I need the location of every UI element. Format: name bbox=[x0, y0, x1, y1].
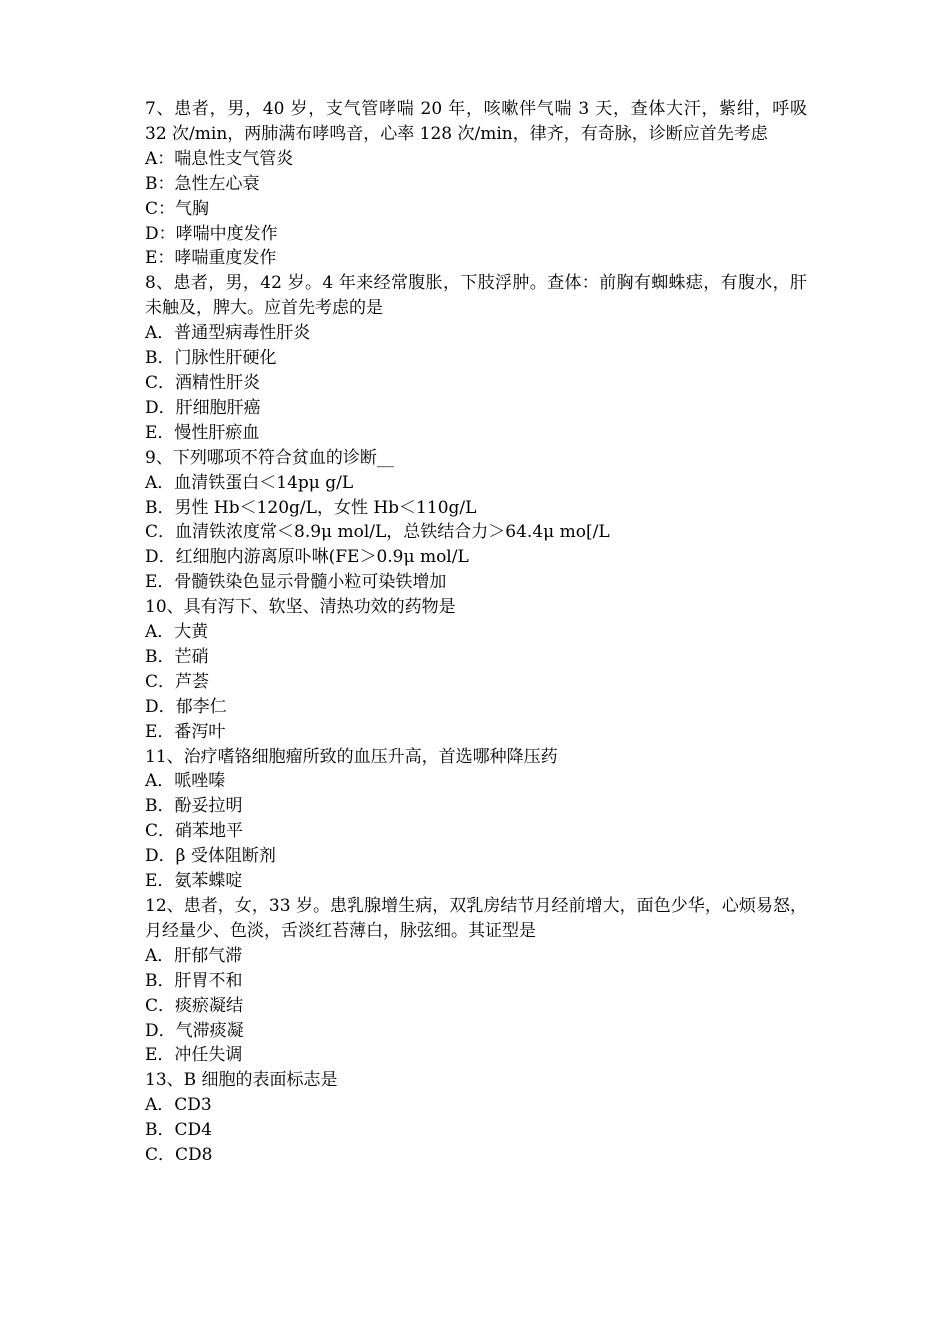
option-e: E．慢性肝瘀血 bbox=[145, 422, 260, 443]
option-c: C．芦荟 bbox=[145, 671, 210, 692]
option-e: E：哮喘重度发作 bbox=[145, 248, 277, 269]
option-d: D．郁李仁 bbox=[145, 696, 227, 717]
question-12 bbox=[145, 894, 807, 1068]
option-b: B：急性左心衰 bbox=[145, 173, 260, 194]
option-c: C．血清铁浓度常＜8.9μ mol/L，总铁结合力＞64.4μ mo[/L bbox=[145, 522, 610, 543]
question-10 bbox=[145, 595, 807, 744]
question-11 bbox=[145, 745, 807, 894]
question-8 bbox=[145, 271, 807, 445]
question-stem: 12、患者，女，33 岁。患乳腺增生病，双乳房结节月经前增大，面色少华，心烦易怒，月经量少、色淡，舌淡红苔薄白，脉弦细。其证型是 bbox=[145, 896, 807, 941]
question-7 bbox=[145, 97, 807, 271]
option-a: A．哌唑嗪 bbox=[145, 771, 226, 792]
option-a: A：喘息性支气管炎 bbox=[145, 148, 294, 169]
option-c: C．硝苯地平 bbox=[145, 821, 244, 842]
option-d: D．红细胞内游离原卟啉(FE＞0.9μ mol/L bbox=[145, 547, 469, 568]
question-9 bbox=[145, 446, 807, 595]
question-stem: 13、B 细胞的表面标志是 bbox=[145, 1070, 338, 1091]
option-b: B．门脉性肝硬化 bbox=[145, 348, 277, 369]
option-d: D．气滞痰凝 bbox=[145, 1020, 244, 1041]
option-e: E．冲任失调 bbox=[145, 1045, 243, 1066]
option-b: B．芒硝 bbox=[145, 646, 209, 667]
option-d: D：哮喘中度发作 bbox=[145, 223, 278, 244]
option-d: D．β 受体阻断剂 bbox=[145, 846, 276, 867]
option-a: A．肝郁气滞 bbox=[145, 945, 243, 966]
option-c: C．酒精性肝炎 bbox=[145, 372, 261, 393]
question-stem: 10、具有泻下、软坚、清热功效的药物是 bbox=[145, 597, 456, 618]
question-stem: 9、下列哪项不符合贫血的诊断__ bbox=[145, 447, 394, 468]
question-stem: 11、治疗嗜铬细胞瘤所致的血压升高，首选哪种降压药 bbox=[145, 746, 558, 767]
option-a: A．血清铁蛋白＜14pμ g/L bbox=[145, 472, 354, 493]
question-13 bbox=[145, 1068, 807, 1168]
option-c: C．CD8 bbox=[145, 1145, 213, 1166]
option-b: B．肝胃不和 bbox=[145, 970, 243, 991]
option-a: A．普通型病毒性肝炎 bbox=[145, 323, 311, 344]
option-e: E．骨髓铁染色显示骨髓小粒可染铁增加 bbox=[145, 572, 447, 593]
option-e: E．番泻叶 bbox=[145, 721, 226, 742]
option-b: B．CD4 bbox=[145, 1120, 212, 1141]
option-b: B．男性 Hb＜120g/L，女性 Hb＜110g/L bbox=[145, 497, 477, 518]
question-stem: 8、患者，男，42 岁。4 年来经常腹胀，下肢浮肿。查体：前胸有蜘蛛痣，有腹水，肝未触及，脾大。应首先考虑的是 bbox=[145, 273, 807, 319]
option-c: C．痰瘀凝结 bbox=[145, 995, 244, 1016]
document-page bbox=[145, 97, 807, 1168]
option-e: E．氨苯蝶啶 bbox=[145, 871, 243, 892]
option-a: A．CD3 bbox=[145, 1095, 212, 1116]
option-d: D．肝细胞肝癌 bbox=[145, 397, 261, 418]
option-c: C：气胸 bbox=[145, 198, 210, 219]
option-b: B．酚妥拉明 bbox=[145, 796, 243, 817]
option-a: A．大黄 bbox=[145, 622, 209, 643]
question-stem: 7、患者，男，40 岁，支气管哮喘 20 年，咳嗽伴气喘 3 天，查体大汗，紫绀，呼吸 32 次/min，两肺满布哮鸣音，心率 128 次/min，律齐，有奇脉，诊断应首先考虑 bbox=[145, 99, 807, 144]
